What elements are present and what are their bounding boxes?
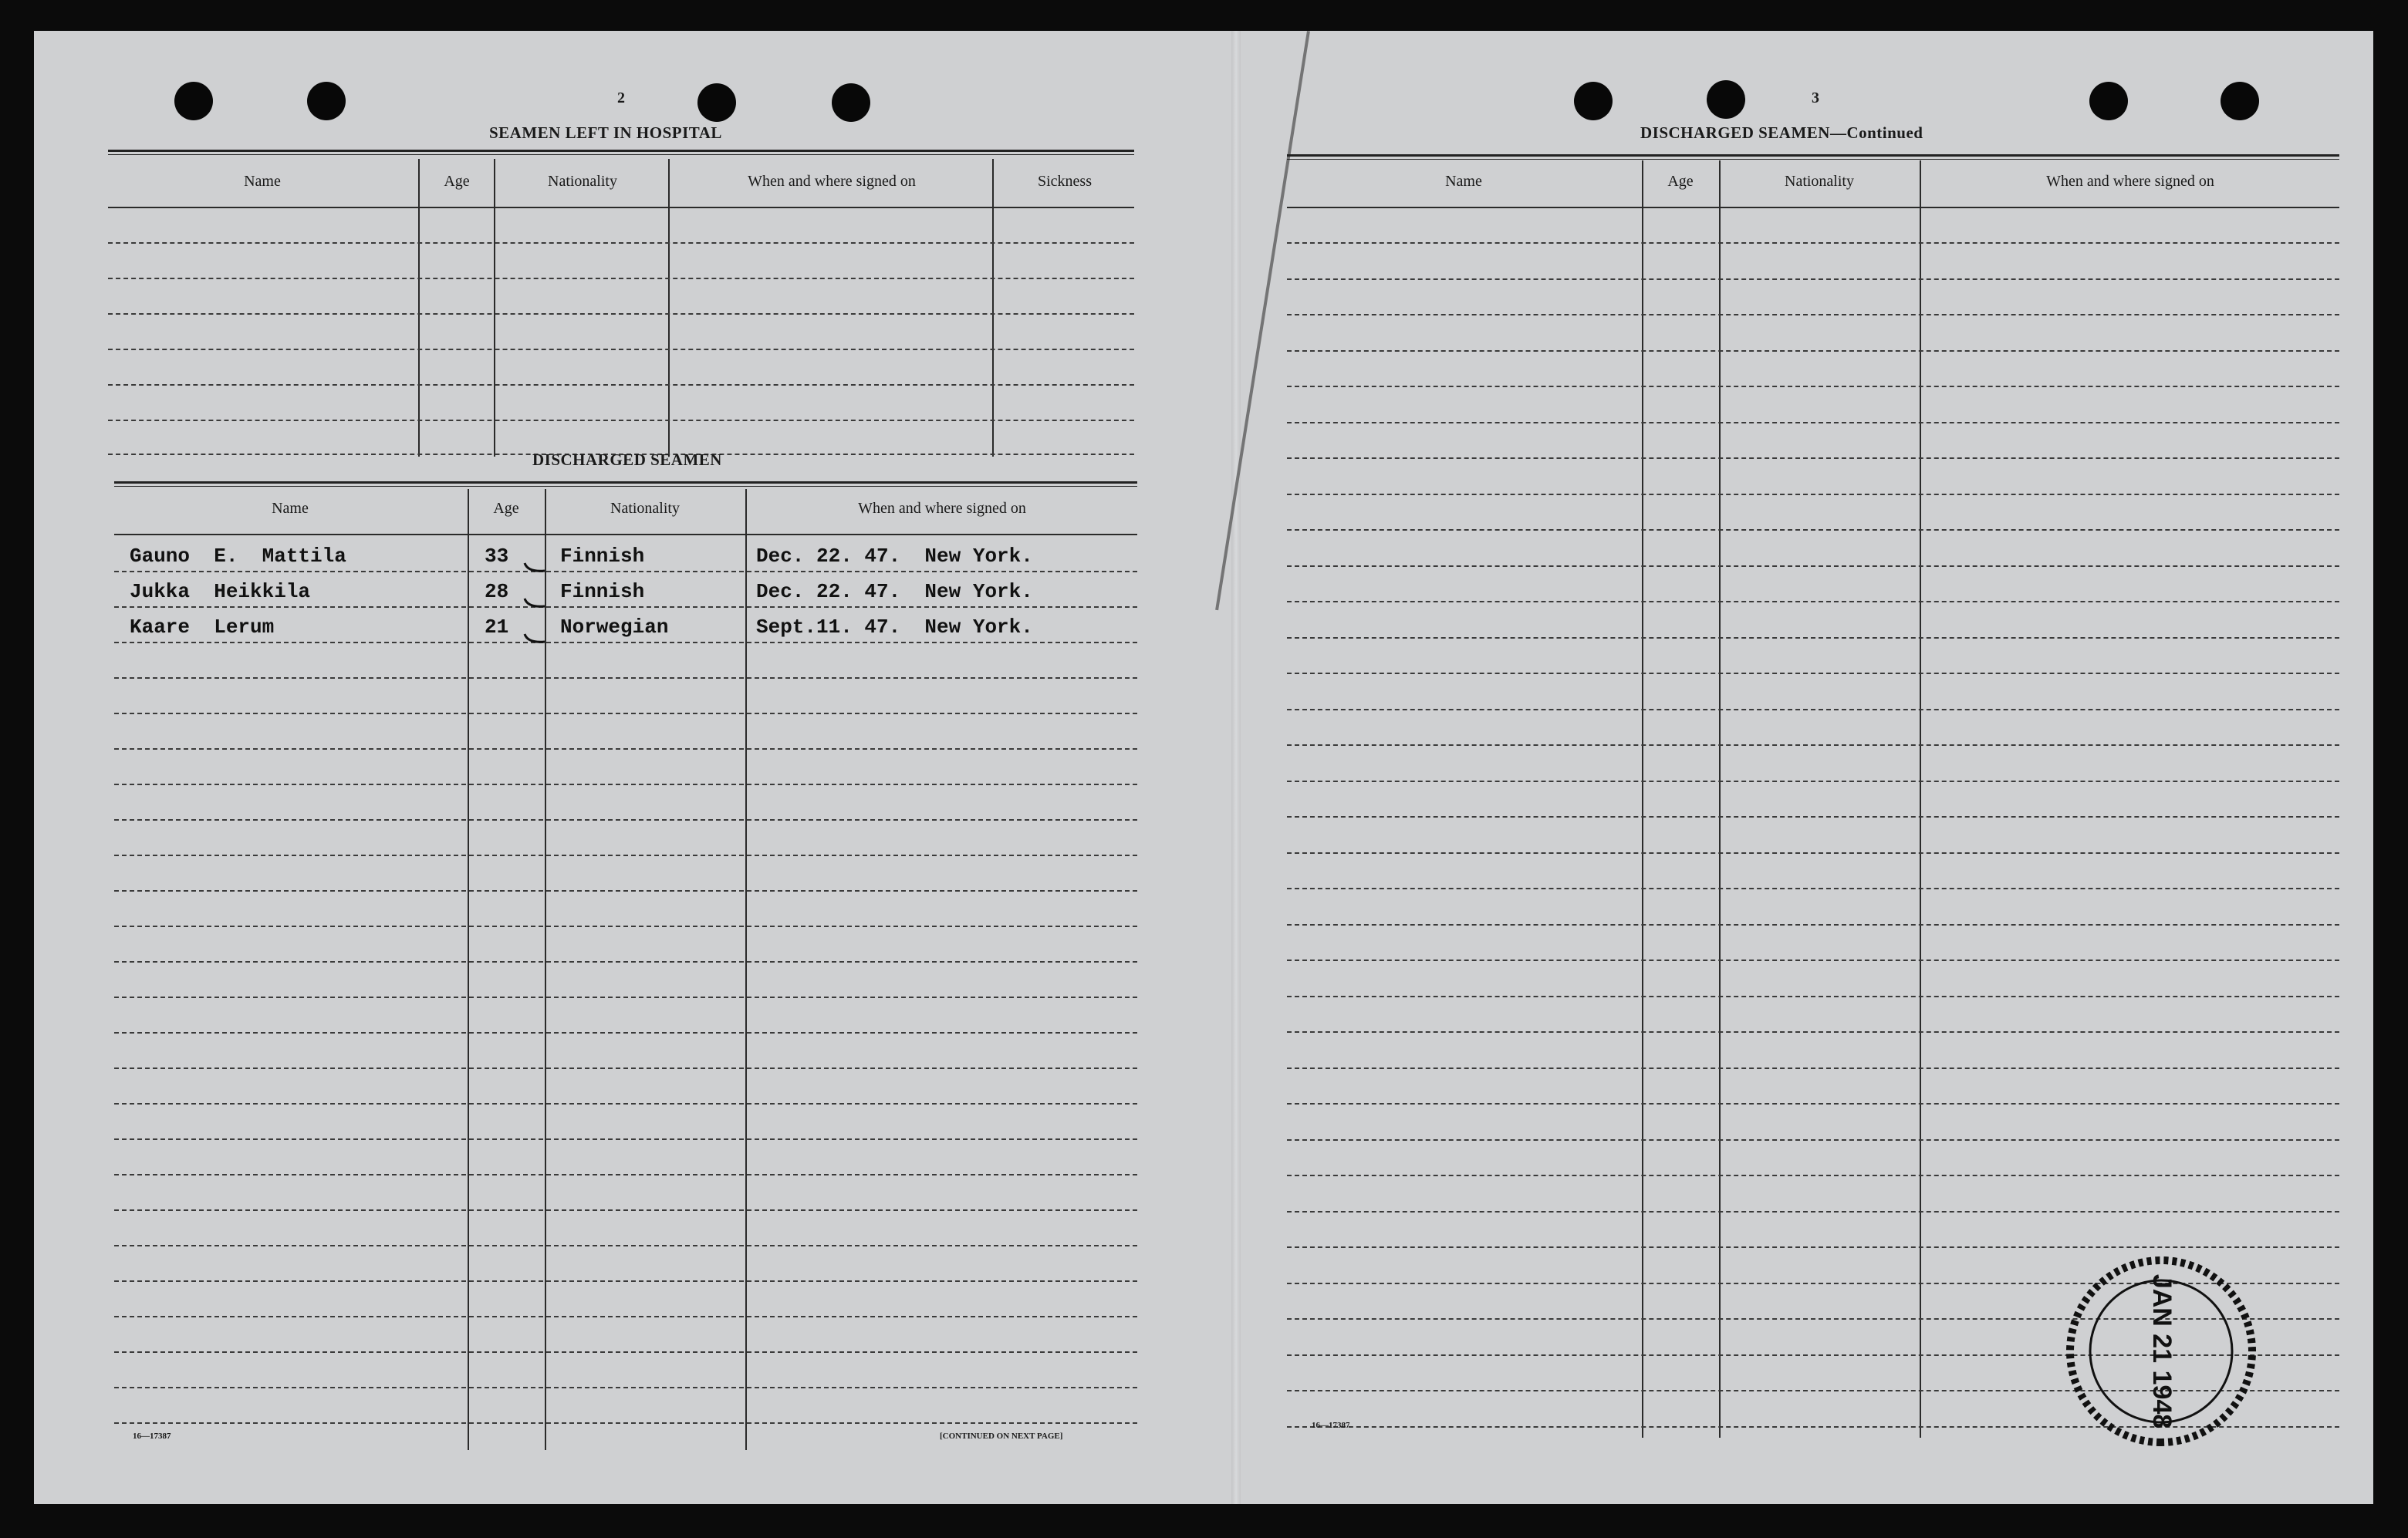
- ruled-line: [1287, 457, 2339, 459]
- ruled-line: [1287, 744, 2339, 746]
- right-form-number: 16—17387: [1312, 1421, 1350, 1430]
- ruled-line: [1287, 924, 2339, 926]
- check-mark-icon: [522, 562, 552, 646]
- hospital-row-line: [108, 384, 1134, 386]
- punch-hole: [2089, 82, 2128, 120]
- punch-hole: [1707, 80, 1745, 119]
- stamp-date: JAN 21 1948: [2147, 1273, 2177, 1429]
- ruled-line: [1287, 386, 2339, 387]
- ruled-line: [114, 748, 1137, 750]
- ruled-line: [114, 1032, 1137, 1034]
- right-header-age: Age: [1667, 173, 1694, 190]
- hospital-col-divider: [494, 159, 495, 457]
- ruled-line: [114, 1138, 1137, 1140]
- ruled-line: [1287, 601, 2339, 602]
- ruled-line: [1287, 278, 2339, 280]
- ruled-line: [1287, 852, 2339, 854]
- seaman-2-name: Jukka Heikkila: [130, 580, 311, 603]
- punch-hole: [174, 82, 213, 120]
- hospital-row-line: [108, 349, 1134, 350]
- discharged-header-signed: When and where signed on: [858, 500, 1026, 517]
- discharged-title: DISCHARGED SEAMEN: [532, 450, 722, 469]
- right-header-name: Name: [1445, 173, 1482, 190]
- ruled-line: [114, 1067, 1137, 1069]
- ruled-line: [114, 606, 1137, 608]
- ruled-line: [114, 1103, 1137, 1105]
- hospital-col-divider: [992, 159, 994, 457]
- punch-hole: [832, 83, 870, 122]
- hospital-header-name: Name: [244, 173, 281, 190]
- ruled-line: [1287, 816, 2339, 818]
- ruled-line: [114, 1387, 1137, 1388]
- punch-hole: [1574, 82, 1613, 120]
- ruled-line: [1287, 314, 2339, 315]
- ruled-line: [114, 571, 1137, 572]
- ruled-line: [1287, 1246, 2339, 1248]
- ruled-line: [1287, 350, 2339, 352]
- ruled-line: [1287, 565, 2339, 567]
- ruled-line: [114, 1422, 1137, 1424]
- ruled-line: [114, 997, 1137, 998]
- ruled-line: [1287, 1211, 2339, 1213]
- hospital-col-divider: [418, 159, 420, 457]
- ruled-line: [1287, 709, 2339, 710]
- document-sheet: [34, 31, 2373, 1504]
- seaman-3-signed: Sept.11. 47. New York.: [756, 616, 1033, 639]
- ruled-line: [1287, 1139, 2339, 1141]
- hospital-row-line: [108, 242, 1134, 244]
- discharged-header-rule: [114, 534, 1137, 535]
- right-header-signed: When and where signed on: [2046, 173, 2214, 190]
- discharged-col-divider: [468, 489, 469, 1450]
- right-header-nationality: Nationality: [1785, 173, 1854, 190]
- hospital-row-line: [108, 278, 1134, 279]
- ruled-line: [1287, 888, 2339, 889]
- right-header-rule: [1287, 207, 2339, 208]
- ruled-line: [1287, 960, 2339, 961]
- hospital-row-line: [108, 420, 1134, 421]
- seaman-3-age: 21: [485, 616, 509, 639]
- left-form-number: 16—17387: [133, 1432, 171, 1441]
- ruled-line: [114, 819, 1137, 821]
- seaman-1-age: 33: [485, 545, 509, 568]
- ruled-line: [1287, 1031, 2339, 1033]
- ruled-line: [114, 677, 1137, 679]
- ruled-line: [114, 1245, 1137, 1246]
- hospital-header-nationality: Nationality: [548, 173, 617, 190]
- ruled-line: [1287, 1175, 2339, 1176]
- ruled-line: [114, 1209, 1137, 1211]
- ruled-line: [1287, 242, 2339, 244]
- hospital-header-sickness: Sickness: [1038, 173, 1092, 190]
- ruled-line: [114, 890, 1137, 892]
- ruled-line: [1287, 1103, 2339, 1105]
- ruled-line: [114, 1174, 1137, 1175]
- ruled-line: [114, 642, 1137, 643]
- right-page-number: 3: [1812, 89, 1819, 106]
- page-fold: [1231, 31, 1241, 1504]
- discharged-header-age: Age: [493, 500, 519, 517]
- seaman-1-signed: Dec. 22. 47. New York.: [756, 545, 1033, 568]
- seaman-1-nationality: Finnish: [560, 545, 645, 568]
- hospital-col-divider: [668, 159, 670, 457]
- punch-hole: [697, 83, 736, 122]
- ruled-line: [114, 855, 1137, 856]
- punch-hole: [307, 82, 346, 120]
- seaman-3-name: Kaare Lerum: [130, 616, 275, 639]
- seaman-2-age: 28: [485, 580, 509, 603]
- ruled-line: [1287, 422, 2339, 423]
- ruled-line: [114, 961, 1137, 963]
- ruled-line: [1287, 781, 2339, 782]
- hospital-header-rule: [108, 207, 1134, 208]
- ruled-line: [114, 1316, 1137, 1317]
- ruled-line: [114, 926, 1137, 927]
- discharged-header-nationality: Nationality: [610, 500, 680, 517]
- hospital-title: SEAMEN LEFT IN HOSPITAL: [489, 123, 722, 142]
- right-title-rule: [1287, 154, 2339, 160]
- seaman-2-signed: Dec. 22. 47. New York.: [756, 580, 1033, 603]
- hospital-row-line: [108, 313, 1134, 315]
- seaman-3-nationality: Norwegian: [560, 616, 669, 639]
- ruled-line: [114, 713, 1137, 714]
- ruled-line: [1287, 529, 2339, 531]
- hospital-title-rule: [108, 150, 1134, 155]
- left-page-number: 2: [617, 89, 625, 106]
- seaman-2-nationality: Finnish: [560, 580, 645, 603]
- ruled-line: [114, 1280, 1137, 1282]
- ruled-line: [1287, 637, 2339, 639]
- discharged-title-rule: [114, 481, 1137, 487]
- ruled-line: [1287, 1067, 2339, 1069]
- ruled-line: [114, 1351, 1137, 1353]
- right-title: DISCHARGED SEAMEN—Continued: [1640, 123, 1923, 142]
- discharged-col-divider: [745, 489, 747, 1450]
- discharged-header-name: Name: [272, 500, 309, 517]
- paper-crease: [1215, 31, 1310, 610]
- seaman-1-name: Gauno E. Mattila: [130, 545, 346, 568]
- ruled-line: [1287, 673, 2339, 674]
- ruled-line: [1287, 494, 2339, 495]
- ruled-line: [1287, 996, 2339, 997]
- receipt-stamp: [2034, 1251, 2288, 1452]
- ruled-line: [114, 784, 1137, 785]
- hospital-header-age: Age: [444, 173, 470, 190]
- punch-hole: [2221, 82, 2259, 120]
- hospital-header-signed: When and where signed on: [748, 173, 916, 190]
- continued-note: [CONTINUED ON NEXT PAGE]: [940, 1432, 1063, 1441]
